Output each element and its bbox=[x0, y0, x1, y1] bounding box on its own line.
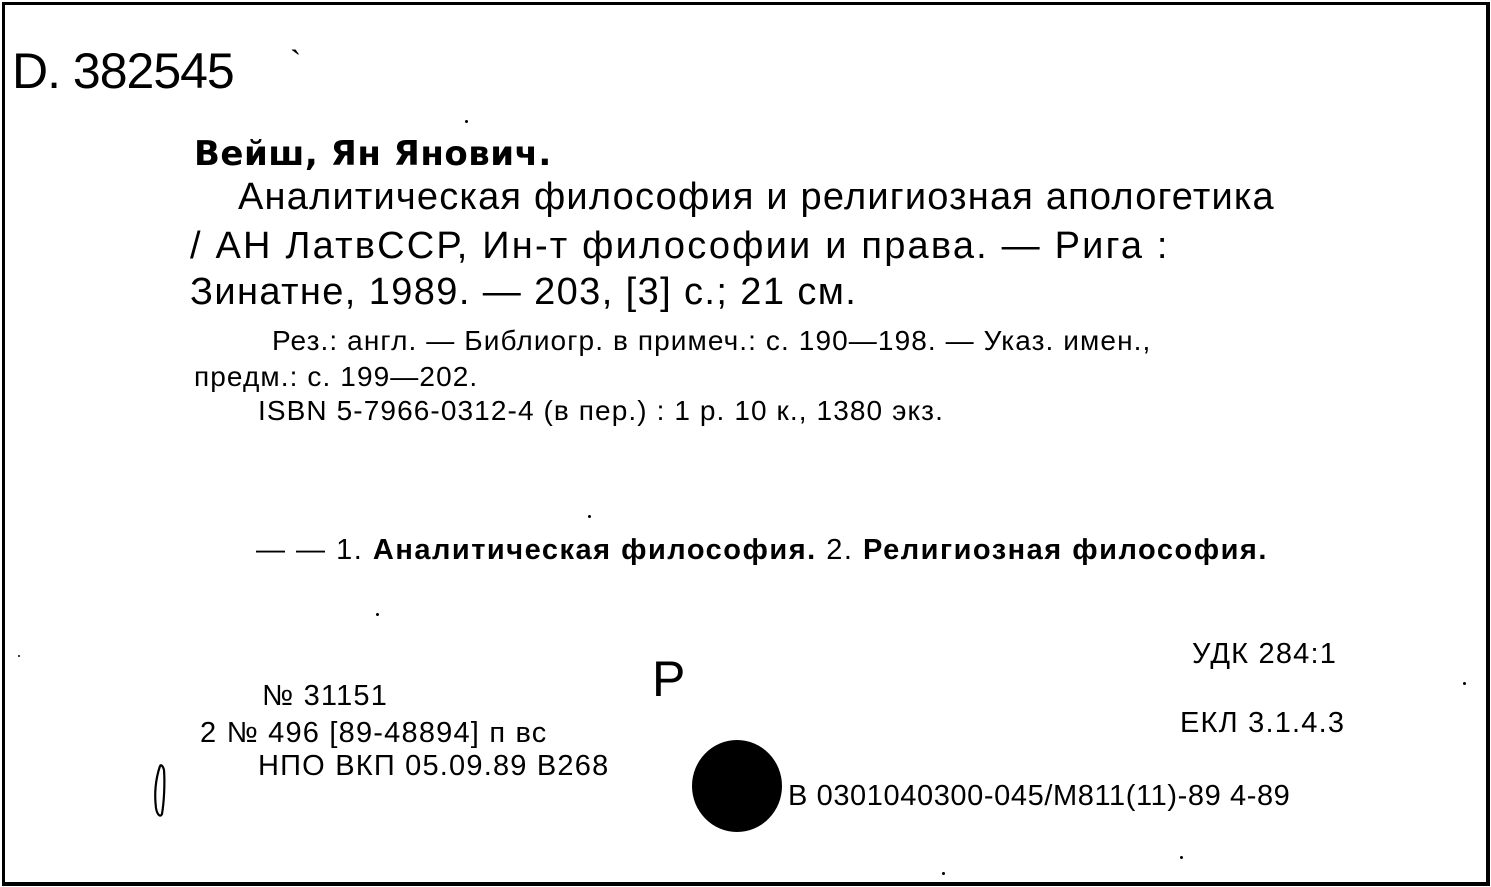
imprint-line: Зинатне, 1989. — 203, [3] с.; 21 см. bbox=[190, 271, 858, 313]
title-line-1: Аналитическая философия и религиозная апологетика bbox=[238, 176, 1275, 218]
udc-code: УДК 284:1 bbox=[1192, 638, 1338, 670]
speck bbox=[1180, 856, 1183, 859]
subject-number-2: 2. bbox=[816, 534, 863, 566]
shelfmark: D. 382545 bbox=[12, 43, 234, 99]
classification-code: В 0301040300-045/М811(11)-89 4-89 bbox=[788, 780, 1291, 812]
author-heading: Вейш, Ян Янович. bbox=[194, 134, 552, 174]
p-mark: Р bbox=[652, 651, 686, 707]
speck bbox=[465, 120, 468, 123]
speck bbox=[376, 613, 379, 616]
tick-mark: ` bbox=[290, 44, 302, 81]
record-number: № 31151 bbox=[262, 680, 389, 712]
ekl-code: ЕКЛ 3.1.4.3 bbox=[1180, 707, 1346, 739]
isbn-line: ISBN 5-7966-0312-4 (в пер.) : 1 р. 10 к., 1380 экз. bbox=[258, 395, 944, 426]
speck bbox=[942, 872, 945, 875]
pencil-scribble-icon bbox=[146, 762, 172, 824]
speck bbox=[588, 515, 591, 518]
notes-line-1: Рез.: англ. — Библиогр. в примеч.: с. 190—198. — Указ. имен., bbox=[272, 325, 1152, 356]
order-line: 2 № 496 [89-48894] п вс bbox=[200, 717, 548, 749]
speck bbox=[1463, 682, 1466, 685]
title-line-2: / АН ЛатвССР, Ин-т философии и права. — Рига : bbox=[190, 225, 1170, 267]
ink-blot bbox=[692, 740, 782, 832]
print-line: НПО ВКП 05.09.89 В268 bbox=[258, 750, 610, 782]
notes-line-2: предм.: с. 199—202. bbox=[194, 361, 479, 392]
speck bbox=[18, 655, 20, 657]
subject-prefix: — — bbox=[256, 534, 337, 566]
subject-term-2: Религиозная философия. bbox=[863, 534, 1268, 566]
subject-term-1: Аналитическая философия. bbox=[372, 534, 817, 566]
subject-number-1: 1. bbox=[336, 534, 373, 566]
subject-headings bbox=[256, 534, 1268, 567]
